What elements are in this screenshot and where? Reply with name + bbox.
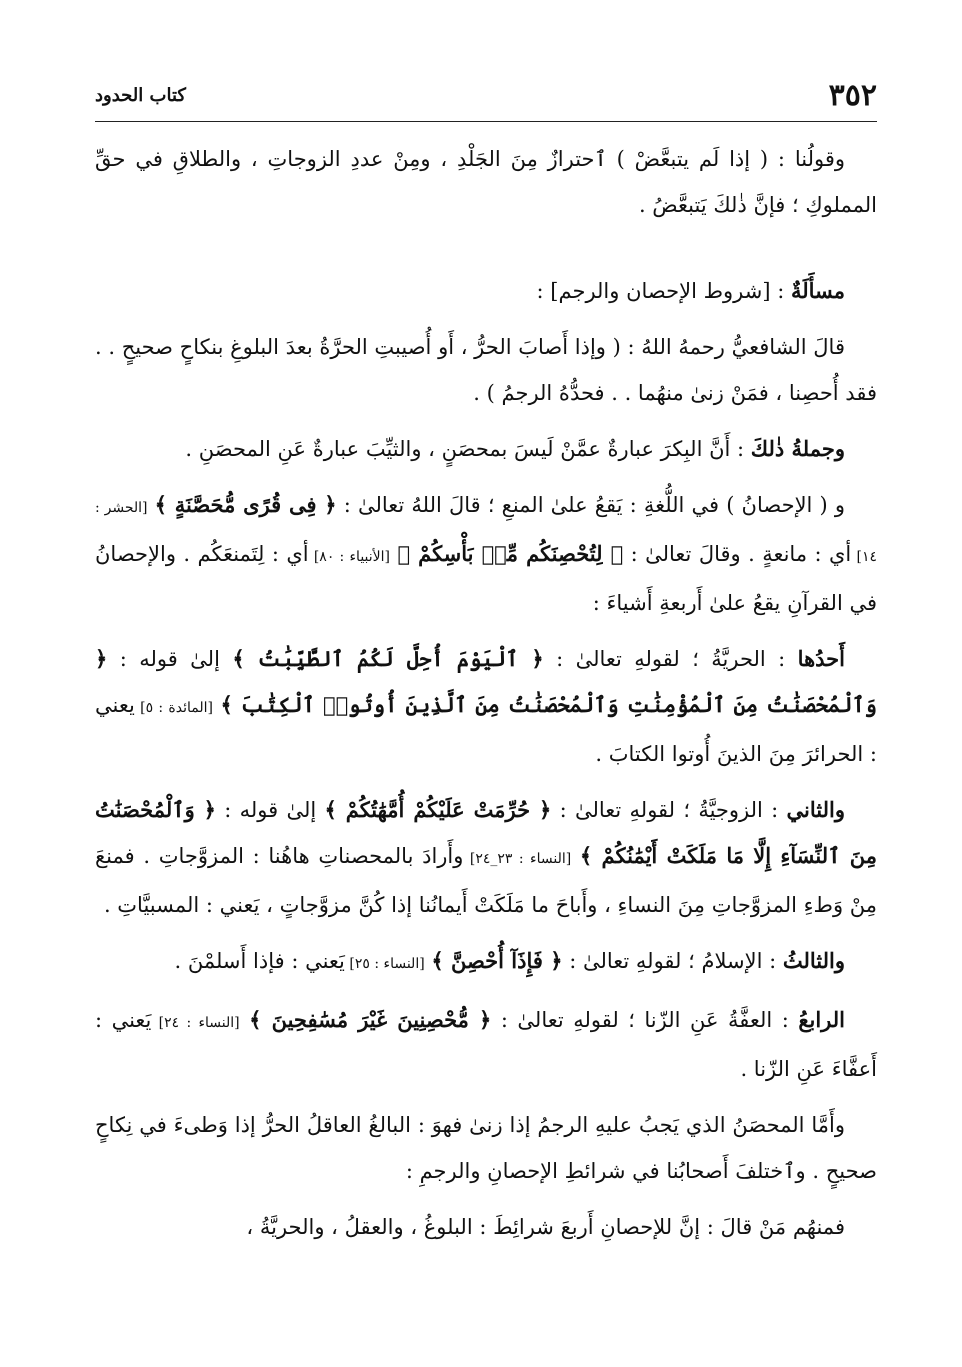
heading-text: : [شروط الإحصان والرجم] : — [536, 279, 791, 303]
paragraph-text: و ( الإحصانُ ) في اللُّغةِ : يَقعُ علىٰ المنعِ ؛ قالَ اللهُ تعالىٰ : — [336, 493, 845, 517]
lead-keyword: والثالثُ — [782, 948, 845, 973]
quran-quote: ﴿ فِى قُرًى مُّحَصَّنَةٍ ﴾ — [154, 492, 337, 517]
verse-reference: [النساء : ٢٤] — [151, 1015, 240, 1031]
paragraph-text: : الحريَّةُ ؛ لقولهِ تعالىٰ : — [543, 647, 786, 671]
quran-quote: ﴿ فَإِذَآ أُحْصِنَّ ﴾ — [431, 948, 563, 973]
quran-quote: ﴿ مُّحْصِنِينَ غَيْرَ مُسَٰفِحِينَ ﴾ — [249, 1007, 492, 1032]
verse-reference: [النساء : ٢٥] — [344, 956, 425, 972]
paragraph-text: قالَ الشافعيُّ رحمهُ اللهُ : ( وإذا أَصابَ الحرُّ ، أَو أُصيبتِ الحرَّةُ بعدَ البلوغِ بنكاحٍ صحيحٍ . . فقد أُحصِنا ، فمَنْ زنىٰ منهُما . . فحدُّهُ الرجمُ ) . — [95, 335, 877, 405]
heading-keyword: مسأَلَةٌ — [790, 278, 845, 303]
paragraph-text: إلىٰ قوله : — [215, 798, 317, 822]
lead-keyword: أَحدُها — [797, 646, 845, 671]
lead-keyword: وجملةُ ذٰلكَ — [750, 436, 845, 461]
paragraph-text: يَعني : أَعفَّاءَ عَنِ الزّنا . — [95, 1008, 877, 1081]
verse-reference: [المائدة : ٥] — [134, 700, 213, 716]
body-text — [95, 136, 877, 1260]
running-title: كتاب الحدود — [95, 85, 186, 106]
quran-quote: ﴿ لِتُحْصِنَكُم مِّنۢ بَأْسِكُمْ ﴾ — [397, 541, 624, 566]
paragraph — [95, 136, 877, 228]
paragraph — [95, 426, 877, 472]
quran-quote: ﴿ ٱلْيَوْمَ أُحِلَّ لَكُمُ ٱلطَّيِّبَٰتُ ﴾ — [232, 646, 544, 671]
lead-keyword: الرابعُ — [798, 1007, 845, 1032]
paragraph-text: أي : لِتَمنعَكُم . والإحصانُ في القرآنِ يقعُ علىٰ أَربعةِ أَشياءَ : — [95, 542, 877, 615]
verse-reference: [الأنبياء : ٨٠] — [308, 549, 390, 565]
paragraph-text: يَعني : فإذا أَسلمْنَ . — [174, 949, 345, 973]
paragraph-text: : العفَّةُ عَنِ الزّنا ؛ لقولهِ تعالىٰ : — [491, 1008, 789, 1032]
paragraph-text: أي : مانعةٍ . وقالَ تعالىٰ : — [623, 542, 852, 566]
page-number: ٣٥٢ — [828, 78, 877, 113]
paragraph-text: : الزوجيَّةُ ؛ لقولهِ تعالىٰ : — [551, 798, 779, 822]
quran-quote: ﴿ وَٱلْمُحْصَنَٰتُ مِنَ ٱلنِّسَآءِ إِلَّا مَا مَلَكَتْ أَيْمَٰنُكُمْ ﴾ — [95, 797, 877, 868]
paragraph-text: يعني : الحرائرَ مِنَ الذينَ أُوتوا الكتابَ . — [95, 693, 877, 766]
paragraph-text: وقولُنا : ( إذا لَم يتبعَّضْ ) ٱحترازٌ مِنَ الجَلْدِ ، ومِنْ عددِ الزوجاتِ ، والطلاقِ في حقِّ المملوكِ ؛ فإنَّ ذٰلكَ يَتبعَّضُ . — [95, 147, 877, 217]
paragraph-text: فمنهُم مَنْ قالَ : إنَّ للإحصانِ أَربعَ شرائِطَ : البلوغُ ، والعقلُ ، والحريَّةُ ، — [246, 1215, 845, 1239]
paragraph-text: إلىٰ قوله : — [107, 647, 220, 671]
quran-quote: ﴿ وَٱلْمُحْصَنَٰتُ مِنَ ٱلْمُؤْمِنَٰتِ وَٱلْمُحْصَنَٰتُ مِنَ ٱلَّذِينَ أُوتُوا۟ ٱلْكِتَٰبَ ﴾ — [95, 646, 877, 717]
lead-keyword: والثاني — [786, 797, 845, 822]
paragraph — [95, 636, 877, 777]
section-heading — [95, 268, 877, 314]
quran-quote: ﴿ حُرِّمَتْ عَلَيْكُمْ أُمَّهَٰتُكُمْ ﴾ — [324, 797, 552, 822]
header-rule — [95, 121, 877, 122]
paragraph — [95, 482, 877, 626]
paragraph — [95, 1204, 877, 1250]
paragraph — [95, 1102, 877, 1194]
paragraph — [95, 324, 877, 416]
paragraph-text: : الإسلامُ ؛ لقولهِ تعالىٰ : — [562, 949, 777, 973]
paragraph — [95, 787, 877, 928]
verse-reference: [النساء : ٢٣_٢٤] — [463, 851, 572, 867]
page-header — [95, 76, 877, 120]
paragraph — [95, 938, 877, 987]
paragraph-text: وأَرادَ بالمحصناتِ هاهُنا : المزوَّجاتِ . فمنعَ مِنْ وَطءِ المزوَّجاتِ مِنَ النساءِ ، وأَباحَ ما مَلَكَتْ أَيمانُنا إذا كُنَّ مزوَّجاتٍ ، يَعني : المسبيَّاتِ . — [95, 844, 877, 917]
paragraph-text: وأَمَّا المحصَنُ الذي يَجبُ عليهِ الرجمُ إذا زنىٰ فهوَ : البالغُ العاقلُ الحرُّ إذا وَطىءَ في نِكاحٍ صحيحٍ . وٱختلفَ أَصحابُنا في شرائطِ الإحصانِ والرجمِ : — [95, 1113, 877, 1183]
paragraph-text: : أَنَّ البِكرَ عبارةٌ عمَّنْ لَيسَ بمحصَنٍ ، والثيِّبَ عبارةٌ عَنِ المحصَنِ . — [185, 437, 751, 461]
paragraph — [95, 997, 877, 1092]
verse-reference: [الحشر : ١٤] — [95, 500, 877, 565]
